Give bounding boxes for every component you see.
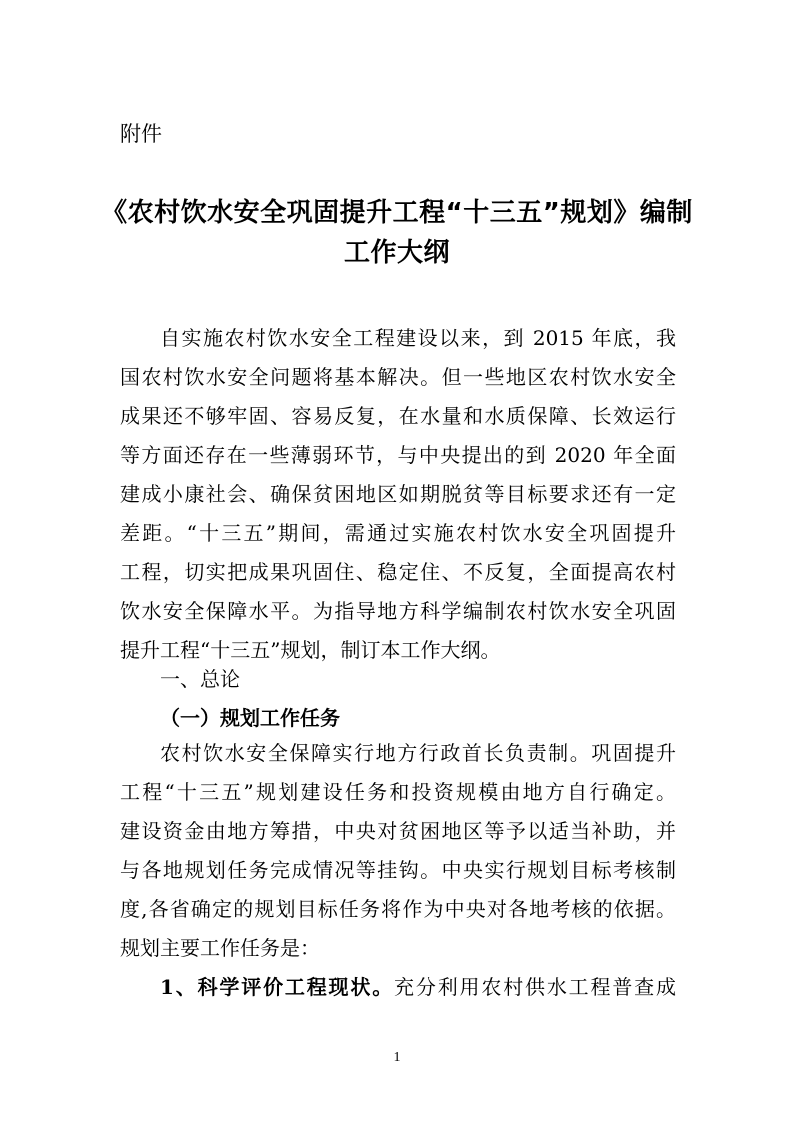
paragraph-1-line: 提升工程“十三五”规划，制订本工作大纲。 [120,638,501,662]
page-number: 1 [393,1050,401,1065]
paragraph-1-line: 饮水安全保障水平。为指导地方科学编制农村饮水安全巩固 [120,599,676,623]
item-1-text: 充分利用农村供水工程普查成 [394,975,677,999]
paragraph-2-line: 规划主要工作任务是： [120,936,320,960]
paragraph-1-line: 工程，切实把成果巩固住、稳定住、不反复，全面提高农村 [120,560,676,584]
paragraph-1-line: 国农村饮水安全问题将基本解决。但一些地区农村饮水安全 [120,365,676,389]
subsection-heading: （一）规划工作任务 [160,706,340,730]
paragraph-2-line: 度,各省确定的规划目标任务将作为中央对各地考核的依据。 [120,897,676,921]
item-1-line [160,967,676,1007]
paragraph-2-line: 农村饮水安全保障实行地方行政首长负责制。巩固提升 [160,741,676,765]
paragraph-1-line: 建成小康社会、确保贫困地区如期脱贫等目标要求还有一定 [120,482,676,506]
document-title-line-2: 工作大纲 [343,238,450,268]
document-title-line-1: 《农村饮水安全巩固提升工程“十三五”规划》编制 [101,198,693,228]
attachment-label: 附件 [120,122,162,146]
paragraph-1-line: 成果还不够牢固、容易反复，在水量和水质保障、长效运行 [120,404,676,428]
paragraph-1-line: 自实施农村饮水安全工程建设以来，到 2015 年底，我 [160,326,676,350]
paragraph-1-line: 等方面还存在一些薄弱环节，与中央提出的到 2020 年全面 [120,443,676,467]
paragraph-2-line: 工程“十三五”规划建设任务和投资规模由地方自行确定。 [120,780,676,804]
item-1-lead: 1、科学评价工程现状。 [160,975,395,999]
section-heading: 一、总论 [160,667,240,691]
paragraph-2-line: 与各地规划任务完成情况等挂钩。中央实行规划目标考核制 [120,858,676,882]
paragraph-2-line: 建设资金由地方筹措，中央对贫困地区等予以适当补助，并 [120,819,676,843]
paragraph-1-line: 差距。“十三五”期间，需通过实施农村饮水安全巩固提升 [120,521,676,545]
